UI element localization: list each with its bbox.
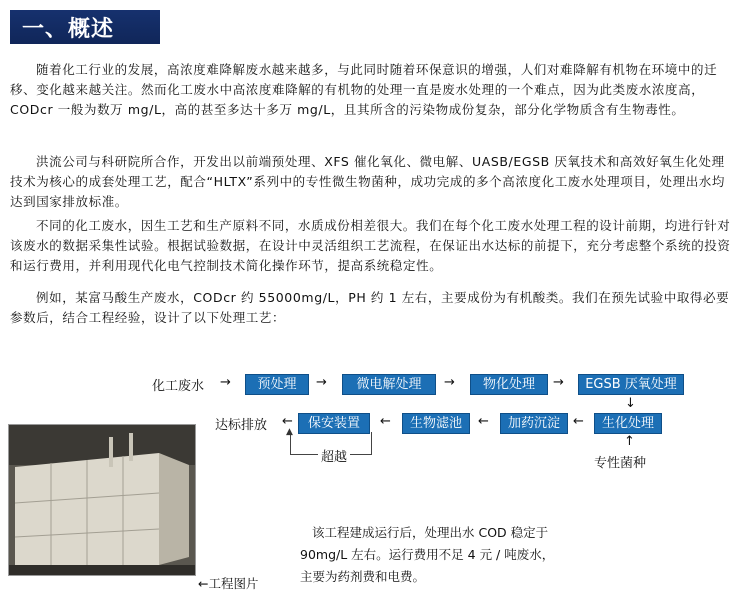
arrow-up-icon: ▲ <box>286 427 293 437</box>
arrow-right-icon: → <box>444 375 455 390</box>
paragraph-intro: 随着化工行业的发展，高浓度难降解废水越来越多，与此同时随着环保意识的增强，人们对难降解有机物在环境中的迁移、变化越来越关注。然而化工废水中高浓度难降解的有机物的处理一直是废水处理的一个难点，因为此类废水浓度高，CODcr 一般为数万 mg/L，高的甚至多达十多万 mg/L，且其所含的污染物成份复杂，部分化学物质含有生物毒性。 <box>10 62 718 117</box>
tank-illustration <box>9 425 195 575</box>
flow-step-safety-device: 保安装置 <box>298 413 370 434</box>
flow-step-micro-electrolysis: 微电解处理 <box>342 374 436 395</box>
section-title: 一、概述 <box>10 10 160 44</box>
arrow-right-icon: → <box>553 375 564 390</box>
note-line-3: 主要为药剂费和电费。 <box>300 569 426 584</box>
project-photo <box>8 424 196 576</box>
flow-source-label: 化工废水 <box>152 379 205 394</box>
flow-step-dosing-sedimentation: 加药沉淀 <box>500 413 568 434</box>
arrow-down-icon: ↓ <box>625 396 636 411</box>
flow-step-biochemical: 生化处理 <box>594 413 662 434</box>
arrow-right-icon: → <box>316 375 327 390</box>
flow-step-biofilter: 生物滤池 <box>402 413 470 434</box>
result-note <box>300 522 630 588</box>
paragraph-example: 例如，某富马酸生产废水，CODcr 约 55000mg/L，PH 约 1 左右，主要成份为有机酸类。我们在预先试验中取得必要参数后，结合工程经验，设计了以下处理工艺： <box>10 290 730 325</box>
photo-caption: ←工程图片 <box>198 576 259 591</box>
paragraph-design: 不同的化工废水，因生工艺和生产原料不同，水质成份相差很大。我们在每个化工废水处理工程的设计前期，均进行针对该废水的数据采集性试验。根据试验数据，在设计中灵活组织工艺流程，在保证出水达标的前提下，充分考虑整个系统的投资和运行费用，并利用现代化电气控制技术简化操作环节，提高系统稳定性。 <box>10 218 731 273</box>
flow-step-pretreatment: 预处理 <box>245 374 309 395</box>
arrow-left-icon: ← <box>380 414 391 429</box>
flow-step-egsb-anaerobic: EGSB 厌氧处理 <box>578 374 684 395</box>
flow-strain-label: 专性菌种 <box>594 456 647 471</box>
flow-discharge-label: 达标排放 <box>215 418 268 433</box>
arrow-up-icon: ↑ <box>624 434 635 449</box>
arrow-left-icon: ← <box>573 414 584 429</box>
note-line-2: 90mg/L 左右。运行费用不足 4 元 / 吨废水， <box>300 547 555 562</box>
paragraph-company: 洪流公司与科研院所合作，开发出以前端预处理、XFS 催化氧化、微电解、UASB/EGSB 厌氧技术和高效好氧生化处理技术为核心的成套处理工艺，配合“HLTX”系列中的专性微生物菌种，成功完成的多个高浓度化工废水处理项目，处理出水均达到国家排放标准。 <box>10 154 725 209</box>
note-line-1: 该工程建成运行后，处理出水 COD 稳定于 <box>312 525 549 540</box>
arrow-left-icon: ← <box>478 414 489 429</box>
flow-step-physicochemical: 物化处理 <box>470 374 548 395</box>
arrow-left-icon: ← <box>282 414 293 429</box>
arrow-right-icon: → <box>220 375 231 390</box>
bypass-label: 超越 <box>318 446 350 465</box>
